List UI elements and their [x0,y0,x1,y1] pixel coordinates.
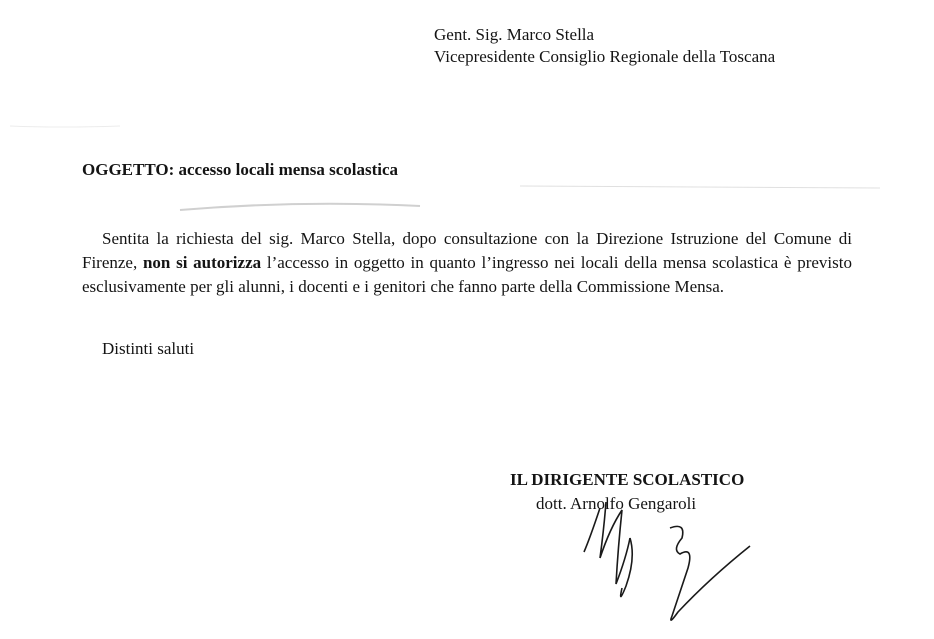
recipient-role: Vicepresidente Consiglio Regionale della Toscana [434,47,776,66]
body-emphasis: non si autorizza [142,253,262,272]
letter-body [82,227,852,299]
signatory-title: IL DIRIGENTE SCOLASTICO [510,470,745,489]
recipient-name: Gent. Sig. Marco Stella [434,25,595,44]
subject-line: OGGETTO: accesso locali mensa scolastica [82,160,399,179]
handwritten-signature [560,488,760,628]
body-part-2: l’accesso in oggetto in quanto l’ingresso nei locali della mensa scolastica è previsto esclusivamente per gli alunni, i docenti e i genitori che fanno parte della Commissione Mensa. [82,253,852,296]
signatory-name: dott. Arnolfo Gengaroli [536,494,697,513]
body-part-1: Sentita la richiesta del sig. Marco Stella, dopo consultazione con la Direzione Istruzione del Comune di Firenze, [82,229,852,272]
closing-salutation: Distinti saluti [102,339,195,358]
recipient-block [434,24,775,68]
